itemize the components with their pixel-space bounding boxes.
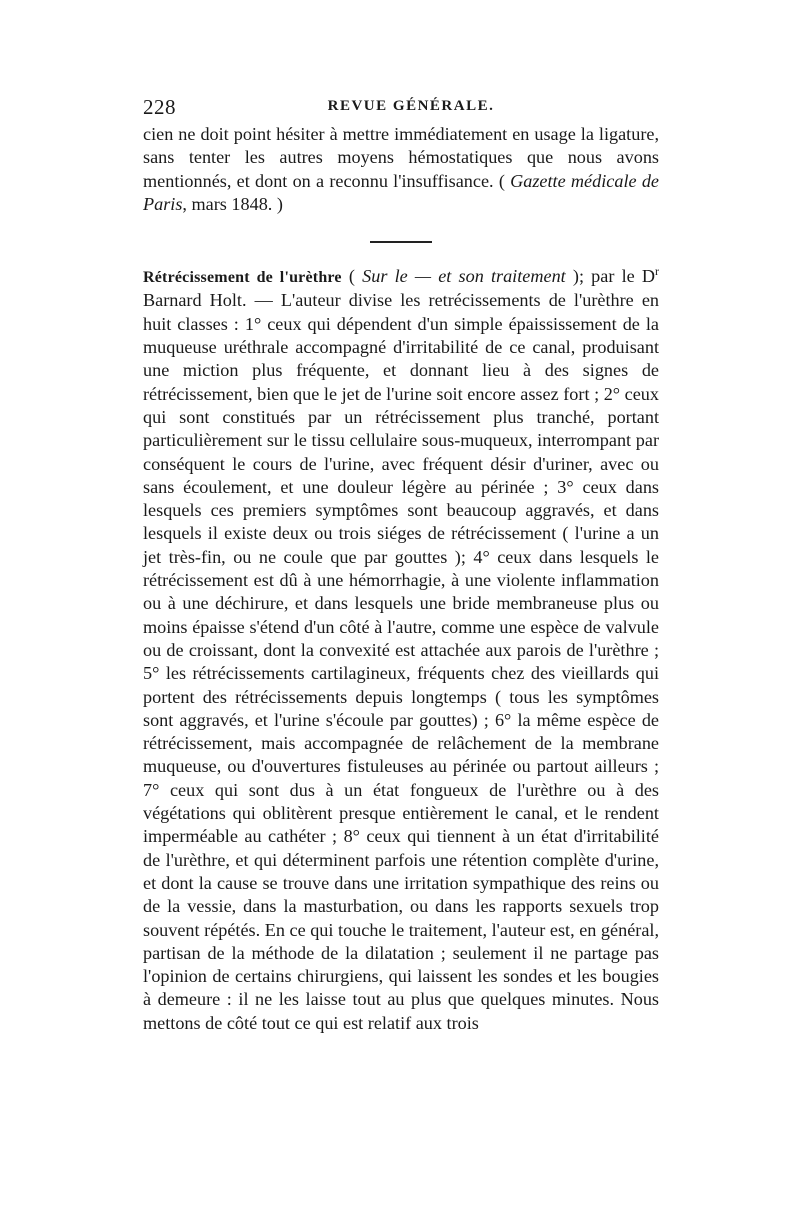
article-subtitle-open: ( xyxy=(341,266,363,287)
article-author-intro: ); par le D xyxy=(565,266,655,287)
section-divider xyxy=(370,241,432,243)
document-page xyxy=(143,95,659,1035)
article-paragraph xyxy=(143,265,659,1035)
page-number: 228 xyxy=(143,95,176,119)
article-body: Barnard Holt. — L'auteur divise les retrécissements de l'urèthre en huit classes : 1° ceux qui dépendent d'un simple épaississement de la muqueuse uréthrale accompagné d'irritabilité de ce canal, produisant une miction plus fréquente, et donnant lieu à des signes de rétrécissement, bien que le jet de l'urine soit encore assez fort ; 2° ceux qui sont constitués par un rétrécissement plus tranché, portant particulièrement sur le tissu cellulaire sous-muqueux, interrompant par conséquent le cours de l'urine, avec fréquent désir d'uriner, avec ou sans écoulement, et une douleur légère au périnée ; 3° ceux dans lesquels ces premiers symptômes sont beaucoup aggravés, et dans lesquels il existe deux ou trois siéges de rétrécissement ( l'urine a un jet très-fin, ou ne coule que par gouttes ); 4° ceux dans lesquels le rétrécissement est dû à une hémorrhagie, à une violente inflammation ou à une déchirure, et dans lesquels une bride membraneuse plus ou moins épaisse s'étend d'un côté à l'autre, comme une espèce de valvule ou de croissant, dont la convexité est attachée aux parois de l'urèthre ; 5° les rétrécissements cartilagineux, fréquents chez des vieillards qui portent des rétrécissements depuis longtemps ( tous les symptômes sont aggravés, et l'urine s'écoule par gouttes) ; 6° la même espèce de rétrécissement, mais accompagnée de relâchement de la membrane muqueuse, ou d'ouvertures fistuleuses au périnée ou partout ailleurs ; 7° ceux qui sont dus à un état fongueux de l'urèthre ou à des végétations qui oblitèrent presque entièrement le canal, et le rendent imperméable au cathéter ; 8° ceux qui tiennent à un état d'irritabilité de l'urèthre, et qui déterminent parfois une rétention complète d'urine, et dont la cause se trouve dans une irritation sympathique des reins ou de la vessie, dans la masturbation, ou dans les rapports sexuels trop souvent répétés. En ce qui touche le traitement, l'auteur est, en général, partisan de la méthode de la dilatation ; seulement il ne partage pas l'opinion de certains chirurgiens, qui laissent les sondes et les bougies à demeure : il ne les laisse tout au plus que quelques minutes. Nous mettons de côté tout ce qui est relatif aux trois xyxy=(143,290,659,1033)
article-heading: Rétrécissement de l'urèthre xyxy=(143,269,342,287)
article-subtitle: Sur le — et son traitement xyxy=(362,266,566,287)
source-citation: Gazette médicale de Paris xyxy=(143,170,659,214)
title-superscript: r xyxy=(655,264,659,279)
running-header xyxy=(143,95,659,121)
citation-date: , mars 1848. ) xyxy=(182,193,283,214)
intro-text: cien ne doit point hésiter à mettre immédiatement en usage la ligature, sans tenter les autres moyens hémostatiques que nous avons mentionnés, et dont on a reconnu l'insuffisance. ( xyxy=(143,124,659,191)
running-title: REVUE GÉNÉRALE. xyxy=(327,98,495,114)
intro-paragraph xyxy=(143,123,659,216)
